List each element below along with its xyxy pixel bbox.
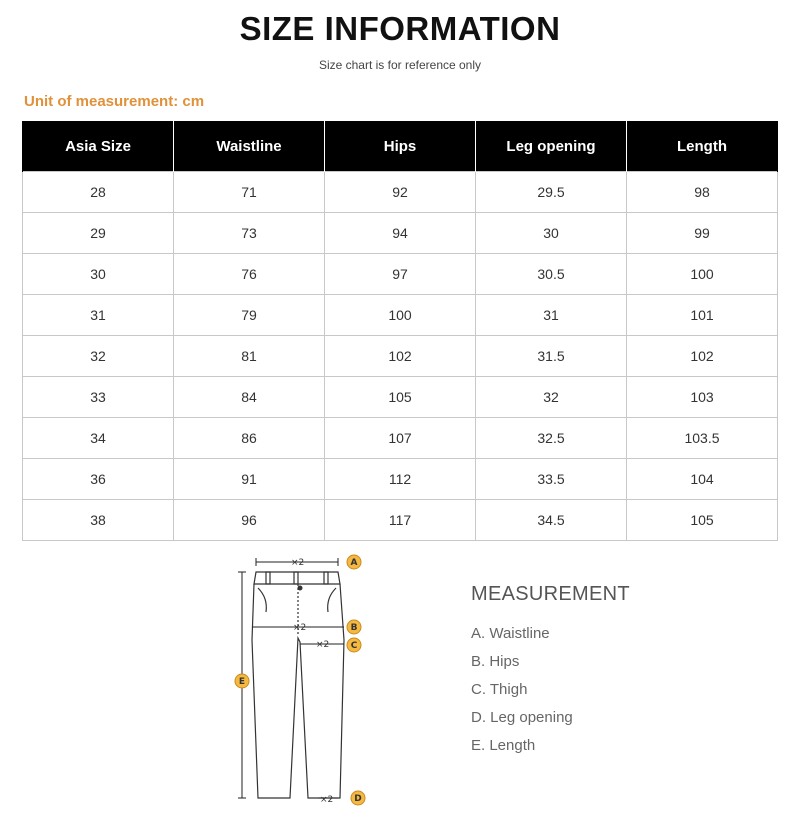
table-cell: 30 xyxy=(23,254,174,295)
table-cell: 31.5 xyxy=(476,336,627,377)
table-cell: 98 xyxy=(627,172,778,213)
column-header: Asia Size xyxy=(23,121,174,172)
table-header-row xyxy=(23,121,778,172)
table-row xyxy=(23,172,778,213)
measurement-item: A. Waistline xyxy=(471,625,550,642)
table-row xyxy=(23,254,778,295)
multiplier-label: ×2 xyxy=(316,640,330,650)
table-cell: 100 xyxy=(627,254,778,295)
table-cell: 101 xyxy=(627,295,778,336)
marker-d: D xyxy=(354,794,362,804)
table-cell: 28 xyxy=(23,172,174,213)
table-body xyxy=(23,172,778,541)
marker-e: E xyxy=(238,677,246,687)
table-cell: 32.5 xyxy=(476,418,627,459)
table-cell: 104 xyxy=(627,459,778,500)
unit-label: Unit of measurement: cm xyxy=(24,93,205,110)
waistband-shape xyxy=(254,572,340,584)
table-cell: 112 xyxy=(325,459,476,500)
table-cell: 91 xyxy=(174,459,325,500)
table-cell: 30 xyxy=(476,213,627,254)
table-cell: 32 xyxy=(23,336,174,377)
marker-c: C xyxy=(350,641,358,651)
table-cell: 34 xyxy=(23,418,174,459)
measurement-item: D. Leg opening xyxy=(471,709,573,726)
pants-diagram xyxy=(228,548,378,814)
column-header: Hips xyxy=(325,121,476,172)
table-row xyxy=(23,377,778,418)
page-title: SIZE INFORMATION xyxy=(239,10,561,47)
table-cell: 32 xyxy=(476,377,627,418)
table-cell: 102 xyxy=(627,336,778,377)
table-cell: 29 xyxy=(23,213,174,254)
table-cell: 103 xyxy=(627,377,778,418)
column-header: Length xyxy=(627,121,778,172)
table-cell: 73 xyxy=(174,213,325,254)
table-cell: 94 xyxy=(325,213,476,254)
table-row xyxy=(23,213,778,254)
measurement-item: E. Length xyxy=(471,737,536,754)
table-cell: 86 xyxy=(174,418,325,459)
marker-a: A xyxy=(350,558,358,568)
table-cell: 96 xyxy=(174,500,325,541)
table-row xyxy=(23,336,778,377)
table-cell: 31 xyxy=(476,295,627,336)
measurement-list xyxy=(471,624,573,764)
table-row xyxy=(23,418,778,459)
column-header: Waistline xyxy=(174,121,325,172)
table-cell: 102 xyxy=(325,336,476,377)
table-cell: 76 xyxy=(174,254,325,295)
table-row xyxy=(23,459,778,500)
table-cell: 84 xyxy=(174,377,325,418)
measurement-item: B. Hips xyxy=(471,653,520,670)
table-cell: 107 xyxy=(325,418,476,459)
page-subtitle: Size chart is for reference only xyxy=(318,58,482,72)
table-cell: 29.5 xyxy=(476,172,627,213)
table-cell: 30.5 xyxy=(476,254,627,295)
table-cell: 100 xyxy=(325,295,476,336)
table-cell: 97 xyxy=(325,254,476,295)
table-cell: 36 xyxy=(23,459,174,500)
column-header: Leg opening xyxy=(476,121,627,172)
table-cell: 38 xyxy=(23,500,174,541)
table-cell: 81 xyxy=(174,336,325,377)
measurement-title: MEASUREMENT xyxy=(471,583,630,605)
table-cell: 99 xyxy=(627,213,778,254)
table-cell: 117 xyxy=(325,500,476,541)
multiplier-label: ×2 xyxy=(291,558,305,568)
table-cell: 34.5 xyxy=(476,500,627,541)
measurement-item: C. Thigh xyxy=(471,681,528,698)
table-cell: 33 xyxy=(23,377,174,418)
multiplier-label: ×2 xyxy=(293,623,307,633)
table-cell: 92 xyxy=(325,172,476,213)
multiplier-label: ×2 xyxy=(320,795,334,805)
table-cell: 31 xyxy=(23,295,174,336)
size-table xyxy=(22,121,778,541)
table-row xyxy=(23,500,778,541)
table-cell: 105 xyxy=(325,377,476,418)
table-cell: 79 xyxy=(174,295,325,336)
marker-b: B xyxy=(350,623,358,633)
table-cell: 71 xyxy=(174,172,325,213)
table-row xyxy=(23,295,778,336)
table-cell: 33.5 xyxy=(476,459,627,500)
table-cell: 105 xyxy=(627,500,778,541)
table-cell: 103.5 xyxy=(627,418,778,459)
